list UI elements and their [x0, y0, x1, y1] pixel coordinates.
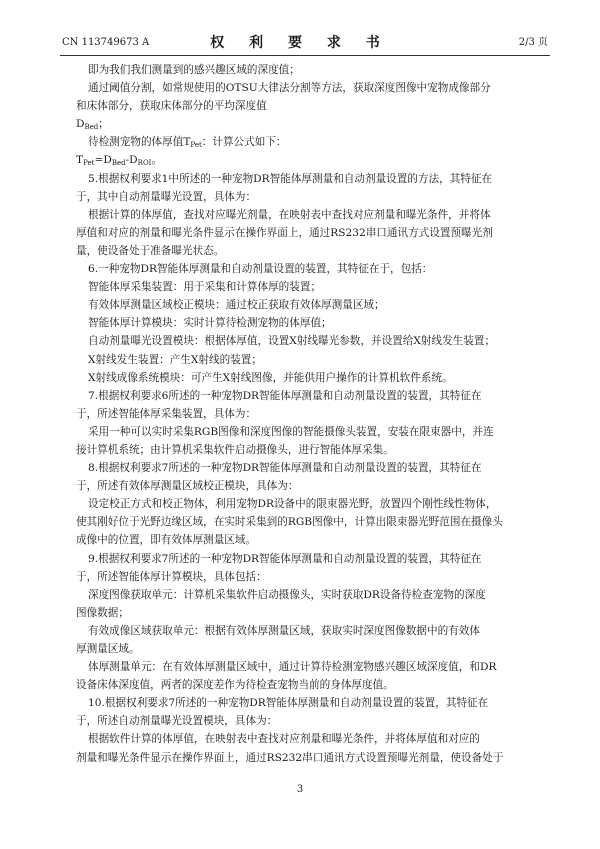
text-line: 厚值和对应的剂量和曝光条件显示在操作界面上，通过RS232串口通讯方式设置预曝光剂	[76, 226, 493, 239]
formula-symbol: T	[76, 154, 84, 167]
text-line: 接计算机系统；由计算机采集软件启动摄像头，进行智能体厚采集。	[76, 443, 394, 456]
formula-t-pet	[76, 151, 540, 169]
page-number: 3	[296, 784, 304, 795]
text-line: 厚测量区域。	[76, 643, 140, 655]
text-line: X射线成像系统模块：可产生X射线图像，并能供用户操作的计算机软件系统。	[88, 371, 453, 384]
claims-body	[76, 61, 540, 767]
text-line: 自动剂量曝光设置模块：根据体厚值，设置X射线曝光参数，并设置给X射线发生装置；	[88, 335, 496, 348]
text-span: 待检测宠物的体厚值T	[88, 136, 191, 149]
text-line: 智能体厚计算模块：实时计算待检测宠物的体厚值；	[88, 317, 332, 330]
text-line: 通过阈值分割，如常规使用的OTSU大律法分割等方法，获取深度图像中宠物成像部分	[88, 82, 491, 95]
text-line: 设定校正方式和校正物体，利用宠物DR设备中的限束器光野，放置四个刚性线性物体，	[88, 498, 497, 511]
text-line: 深度图像获取单元：计算机采集软件启动摄像头，实时获取DR设备待检查宠物的深度	[88, 588, 486, 601]
text-line: 于，所述智能体厚计算模块，具体包括：	[76, 570, 267, 583]
text-line: 于，所述有效体厚测量区域校正模块，具体为：	[76, 480, 299, 493]
text-line: 根据计算的体厚值，查找对应曝光剂量，在映射表中查找对应剂量和曝光条件，并将体	[88, 208, 491, 221]
claim-6-heading: 6.一种宠物DR智能体厚测量和自动剂量设置的装置，其特征在于，包括：	[88, 263, 433, 276]
text-line: 于，其中自动剂量曝光设置，具体为：	[76, 190, 257, 203]
text-line	[76, 133, 540, 151]
formula-subscript: Bed	[111, 159, 126, 168]
text-line: 即为我们我们测量到的感兴趣区域的深度值；	[88, 64, 300, 76]
formula-punct: 。	[151, 154, 163, 167]
patent-number: CN 113749673 A	[62, 37, 150, 48]
text-line: 图像数据；	[76, 606, 129, 619]
text-line: 剂量和曝光条件显示在操作界面上，通过RS232串口通讯方式设置预曝光剂量，使设备处于	[76, 751, 504, 764]
claim-7-heading: 7.根据权利要求6所述的一种宠物DR智能体厚测量和自动剂量设置的装置，其特征在	[88, 389, 482, 402]
formula-symbol: -D	[125, 154, 138, 167]
text-line: 采用一种可以实时采集RGB图像和深度图像的智能摄像头装置，安装在限束器中，并连	[88, 425, 494, 438]
text-span: ：计算公式如下：	[201, 136, 287, 149]
text-line: 有效体厚测量区域校正模块：通过校正获取有效体厚测量区域；	[88, 299, 385, 312]
text-line: 根据软件计算的体厚值，在映射表中查找对应剂量和曝光条件，并将体厚值和对应的	[88, 733, 480, 746]
formula-d-bed	[76, 115, 540, 133]
formula-punct: ；	[98, 118, 109, 131]
text-line: 和床体部分，获取床体部分的平均深度值	[76, 100, 267, 113]
document-title: 权 利 要 求 书	[210, 35, 390, 51]
claim-10-heading: 10.根据权利要求7所述的一种宠物DR智能体厚测量和自动剂量设置的装置，其特征在	[88, 697, 489, 710]
text-line: 于，所述自动剂量曝光设置模块，具体为：	[76, 715, 278, 728]
formula-symbol: =D	[94, 154, 112, 167]
text-line: 体厚测量单元：在有效体厚测量区域中，通过计算待检测宠物感兴趣区域深度值，和DR	[88, 661, 497, 674]
page-indicator: 2/3 页	[518, 37, 548, 48]
text-line: 使其刚好位于光野边缘区域，在实时采集到的RGB图像中，计算出限束器光野范围在摄像头	[76, 516, 503, 529]
formula-subscript: ROI	[137, 159, 152, 168]
text-line: 智能体厚采集装置：用于采集和计算体厚的装置；	[88, 281, 322, 294]
text-line: 于，所述智能体厚采集装置，具体为：	[76, 407, 257, 420]
formula-subscript: Pet	[190, 141, 202, 150]
text-line: X射线发生装置：产生X射线的装置；	[88, 353, 262, 366]
text-line: 有效成像区域获取单元：根据有效体厚测量区域，获取实时深度图像数据中的有效体	[88, 624, 480, 637]
formula-subscript: Pet	[83, 159, 95, 168]
formula-subscript: Bed	[84, 123, 99, 132]
text-line: 设备床体深度值，两者的深度差作为待检查宠物当前的身体厚度值。	[76, 679, 394, 692]
claim-8-heading: 8.根据权利要求7所述的一种宠物DR智能体厚测量和自动剂量设置的装置，其特征在	[88, 462, 482, 475]
claim-9-heading: 9.根据权利要求7所述的一种宠物DR智能体厚测量和自动剂量设置的装置，其特征在	[88, 552, 482, 565]
text-line: 成像中的位置，即有效体厚测量区域。	[76, 534, 257, 547]
header-rule	[60, 55, 550, 56]
formula-symbol: D	[76, 118, 85, 131]
claim-5-heading: 5.根据权利要求1中所述的一种宠物DR智能体厚测量和自动剂量设置的方法，其特征在	[88, 172, 493, 185]
text-line: 量，使设备处于准备曝光状态。	[76, 244, 225, 257]
